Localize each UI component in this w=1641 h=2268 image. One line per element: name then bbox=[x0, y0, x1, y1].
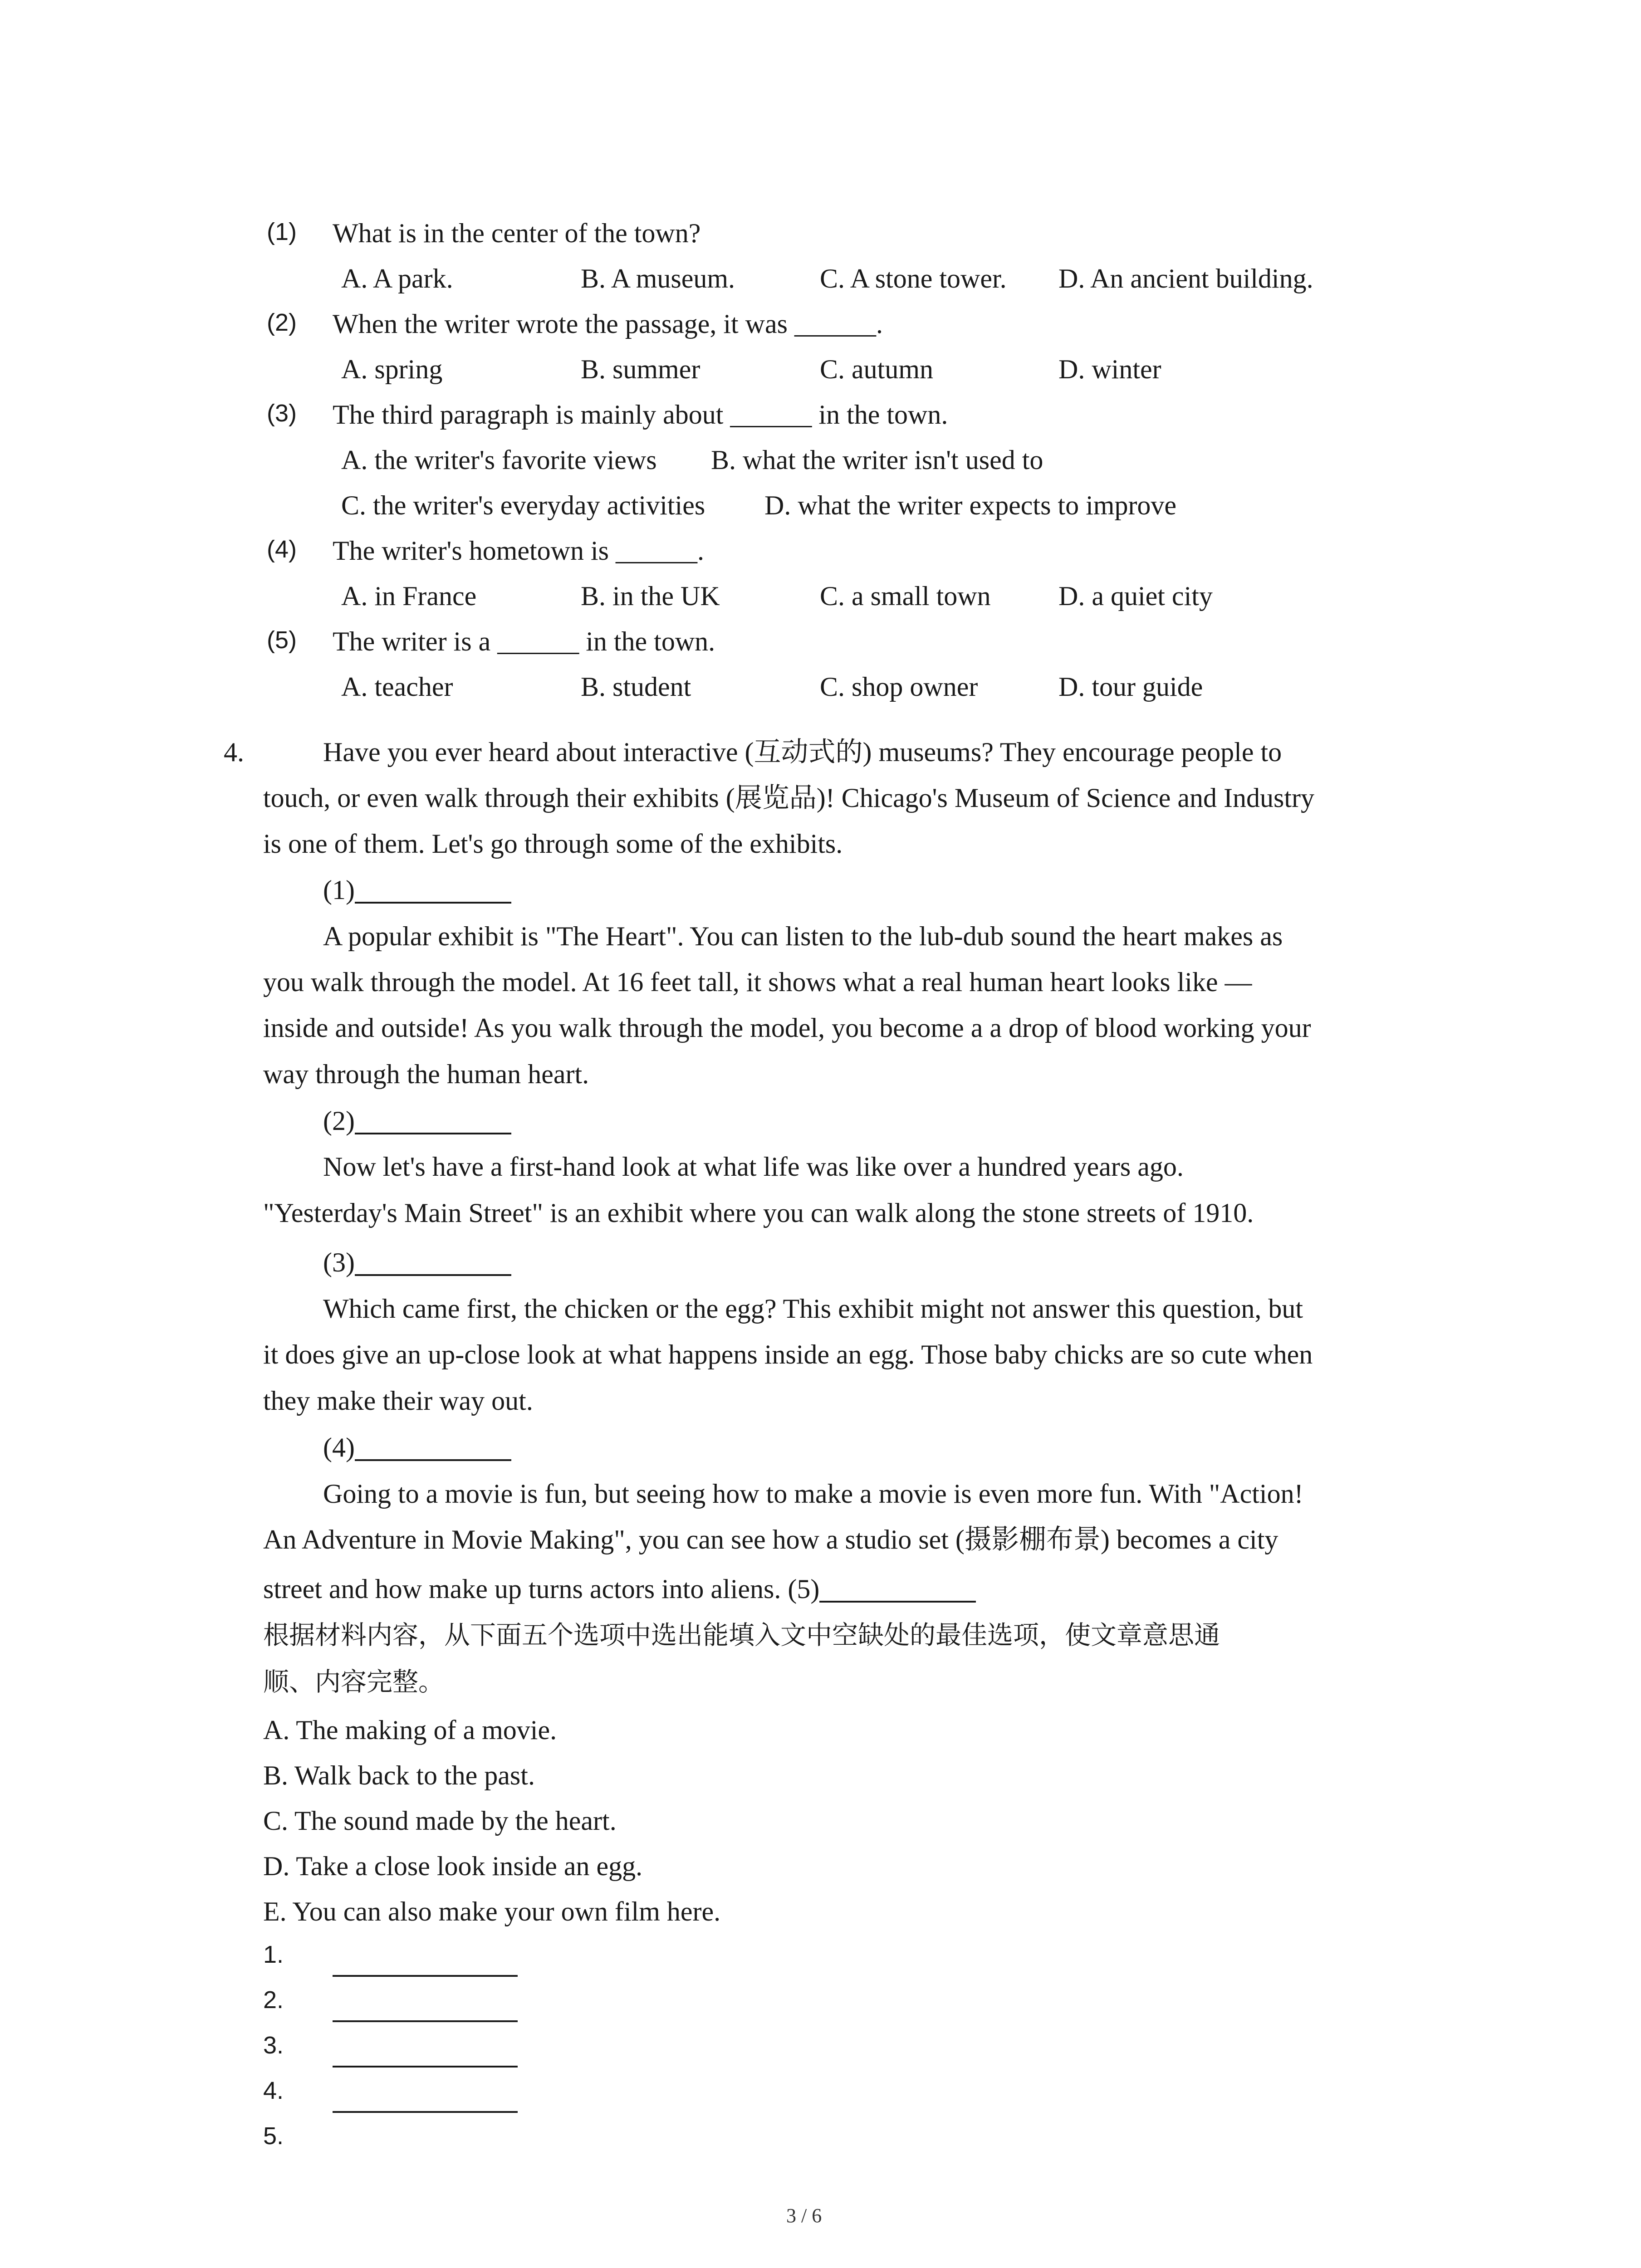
q3-2-number: (2) bbox=[267, 309, 297, 336]
q3-1-option-a: A. A park. bbox=[341, 264, 453, 293]
blank-label-1: (1) bbox=[323, 876, 511, 904]
blank-label-4: (4) bbox=[323, 1434, 511, 1461]
answer-number-4: 4. bbox=[263, 2077, 284, 2104]
q3-2-option-b: B. summer bbox=[581, 354, 700, 384]
section-1-line: inside and outside! As you walk through the model, you become a a drop of blood working your bbox=[263, 1013, 1311, 1043]
page-number: 3 / 6 bbox=[786, 2204, 822, 2227]
q3-5-option-d: D. tour guide bbox=[1058, 672, 1203, 702]
q3-2-option-a: A. spring bbox=[341, 354, 443, 384]
section-3-line: they make their way out. bbox=[263, 1386, 533, 1416]
answer-blank-2[interactable] bbox=[355, 1109, 511, 1134]
answer-number-5: 5. bbox=[263, 2122, 284, 2150]
choice-d: D. Take a close look inside an egg. bbox=[263, 1851, 643, 1881]
section-4-line: Going to a movie is fun, but seeing how to make a movie is even more fun. With "Action! bbox=[323, 1479, 1303, 1509]
q4-intro-line: Have you ever heard about interactive (互动式的) museums? They encourage people to bbox=[323, 737, 1282, 767]
section-4-last-line: street and how make up turns actors into aliens. (5) bbox=[263, 1575, 976, 1603]
q3-5-option-a: A. teacher bbox=[341, 672, 453, 702]
instruction-line: 根据材料内容，从下面五个选项中选出能填入文中空缺处的最佳选项，使文章意思通 bbox=[263, 1620, 1220, 1650]
choice-e: E. You can also make your own film here. bbox=[263, 1897, 721, 1926]
q3-4-option-d: D. a quiet city bbox=[1058, 581, 1213, 611]
answer-line-4[interactable] bbox=[333, 2111, 518, 2113]
choice-c: C. The sound made by the heart. bbox=[263, 1806, 617, 1836]
section-1-line: way through the human heart. bbox=[263, 1059, 589, 1089]
section-4-line: An Adventure in Movie Making", you can see how a studio set (摄影棚布景) becomes a city bbox=[263, 1525, 1279, 1554]
answer-line-1[interactable] bbox=[333, 1975, 518, 1977]
answer-blank-3[interactable] bbox=[355, 1251, 511, 1276]
q3-1-option-c: C. A stone tower. bbox=[820, 264, 1007, 293]
q3-4-option-b: B. in the UK bbox=[581, 581, 720, 611]
q3-3-stem: The third paragraph is mainly about ______ in the town. bbox=[333, 400, 948, 430]
q4-intro-line: is one of them. Let's go through some of the exhibits. bbox=[263, 829, 843, 859]
choice-b: B. Walk back to the past. bbox=[263, 1760, 535, 1790]
answer-blank-5[interactable] bbox=[819, 1577, 976, 1603]
q3-1-option-d: D. An ancient building. bbox=[1058, 264, 1313, 293]
section-2-line: Now let's have a first-hand look at what life was like over a hundred years ago. bbox=[323, 1152, 1184, 1182]
q3-4-stem: The writer's hometown is ______. bbox=[333, 536, 705, 566]
q3-5-option-c: C. shop owner bbox=[820, 672, 978, 702]
q3-5-option-b: B. student bbox=[581, 672, 691, 702]
q3-2-option-c: C. autumn bbox=[820, 354, 933, 384]
section-3-line: it does give an up-close look at what happens inside an egg. Those baby chicks are so cute when bbox=[263, 1339, 1313, 1369]
q3-5-number: (5) bbox=[267, 626, 297, 654]
blank-label-2: (2) bbox=[323, 1107, 511, 1134]
answer-number-1: 1. bbox=[263, 1941, 284, 1968]
answer-number-2: 2. bbox=[263, 1986, 284, 2014]
section-3-line: Which came first, the chicken or the egg? This exhibit might not answer this question, but bbox=[323, 1294, 1303, 1324]
q3-3-option-d: D. what the writer expects to improve bbox=[764, 490, 1177, 520]
answer-line-3[interactable] bbox=[333, 2066, 518, 2068]
q3-1-number: (1) bbox=[267, 218, 297, 245]
q3-2-option-d: D. winter bbox=[1058, 354, 1161, 384]
section-1-line: A popular exhibit is "The Heart". You can listen to the lub-dub sound the heart makes as bbox=[323, 921, 1283, 951]
q4-number: 4. bbox=[224, 737, 244, 767]
q3-3-option-c: C. the writer's everyday activities bbox=[341, 490, 705, 520]
q3-4-option-c: C. a small town bbox=[820, 581, 991, 611]
q3-2-stem: When the writer wrote the passage, it was ______. bbox=[333, 309, 883, 339]
section-1-line: you walk through the model. At 16 feet tall, it shows what a real human heart looks like — bbox=[263, 967, 1252, 997]
q3-5-stem: The writer is a ______ in the town. bbox=[333, 626, 715, 656]
q4-intro-line: touch, or even walk through their exhibits (展览品)! Chicago's Museum of Science and Industry bbox=[263, 783, 1314, 813]
answer-blank-1[interactable] bbox=[355, 878, 511, 904]
answer-line-2[interactable] bbox=[333, 2020, 518, 2022]
answer-number-3: 3. bbox=[263, 2032, 284, 2059]
choice-a: A. The making of a movie. bbox=[263, 1715, 557, 1745]
q3-4-number: (4) bbox=[267, 536, 297, 563]
q3-3-number: (3) bbox=[267, 400, 297, 427]
q3-3-option-b: B. what the writer isn't used to bbox=[711, 445, 1043, 475]
q3-3-option-a: A. the writer's favorite views bbox=[341, 445, 657, 475]
answer-blank-4[interactable] bbox=[355, 1436, 511, 1461]
instruction-line: 顺、内容完整。 bbox=[263, 1667, 444, 1697]
blank-label-3: (3) bbox=[323, 1249, 511, 1276]
q3-1-stem: What is in the center of the town? bbox=[333, 218, 701, 248]
q3-4-option-a: A. in France bbox=[341, 581, 477, 611]
q3-1-option-b: B. A museum. bbox=[581, 264, 735, 293]
section-2-line: "Yesterday's Main Street" is an exhibit where you can walk along the stone streets of 1910. bbox=[263, 1198, 1254, 1228]
